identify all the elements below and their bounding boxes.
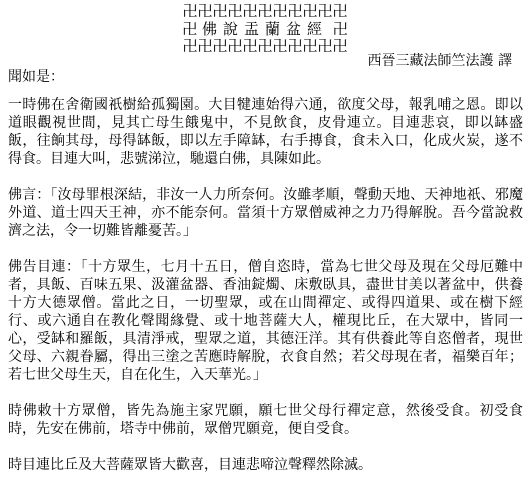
paragraph-4: 時佛敕十方眾僧，皆先為施主家咒願，願七世父母行禪定意，然後受食。初受食時，先安在佛前，塔寺中佛前，眾僧咒願竟，便自受食。 — [8, 403, 523, 437]
swastika-border-bottom: 卍卍卍卍卍卍卍卍卍卍卍 — [182, 37, 348, 55]
title-line — [0, 19, 530, 39]
paragraph-2: 佛言：「汝母罪根深結，非汝一人力所奈何。汝雖孝順，聲動天地、天神地祇、邪魔外道、道士四天王神，亦不能奈何。當須十方眾僧威神之力乃得解脫。吾今當說救濟之法，令一切難皆離憂苦。」 — [8, 187, 523, 239]
swastika-border-right: 卍 — [332, 20, 348, 38]
sutra-body — [8, 68, 523, 492]
translator-credit: 西晉三藏法師竺法護 譯 — [367, 53, 512, 69]
paragraph-1: 一時佛在舍衛國祇樹給孤獨園。大目犍連始得六通，欲度父母，報乳哺之恩。即以道眼觀視世間，見其亡母生餓鬼中，不見飲食，皮骨連立。目連悲哀，即以缽盛飯，往餉其母，母得缽飯，即以左手障缽，右手摶食，食未入口，化成火炭，遂不得食。目連大叫，悲號涕泣，馳還白佛，具陳如此。 — [8, 97, 523, 167]
sutra-header — [0, 4, 530, 54]
swastika-border-left: 卍 — [182, 20, 198, 38]
opening-line: 聞如是： — [8, 69, 64, 85]
paragraph-3: 佛告目連：「十方眾生，七月十五日，僧自恣時，當為七世父母及現在父母厄難中者，具飯、百味五果、汲灌盆器、香油錠燭、床敷臥具，盡世甘美以著盆中，供養十方大德眾僧。當此之日，一切聖眾，或在山間禪定、或得四道果、或在樹下經行、或六通自在教化聲聞緣覺、或十地菩薩大人，權現比丘，在大眾中，皆同一心，受缽和羅飯，具清淨戒，聖眾之道，其德汪洋。其有供養此等自恣僧者，現世父母、六親眷屬，得出三塗之苦應時解脫，衣食自然；若父母現在者，福樂百年；若七世父母生天，自在化生，入天華光。」 — [8, 259, 523, 383]
sutra-title: 佛說盂蘭盆經 — [201, 20, 328, 38]
paragraph-5: 時目連比丘及大菩薩眾皆大歡喜，目連悲啼泣聲釋然除滅。 — [8, 457, 372, 473]
swastika-border-top: 卍卍卍卍卍卍卍卍卍卍卍 — [182, 2, 348, 20]
